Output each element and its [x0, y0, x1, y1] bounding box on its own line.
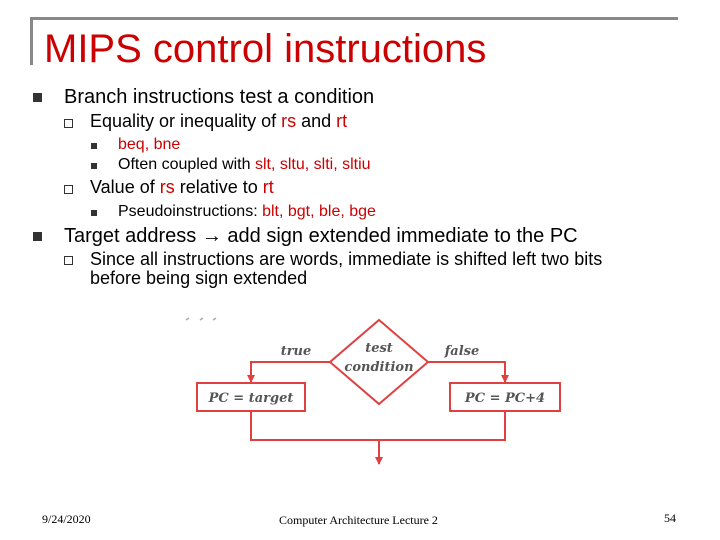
true-label: true: [280, 344, 312, 359]
bullet-equality: Equality or inequality of rs and rt: [90, 111, 348, 131]
pc-plus4-text: PC = PC+4: [464, 391, 546, 406]
faint-marks: [186, 318, 216, 320]
merge-line: [251, 411, 505, 440]
false-branch-arrow: [428, 362, 505, 382]
slide-title: MIPS control instructions: [44, 27, 487, 71]
decision-text-line1: test: [365, 341, 393, 356]
bullet-since-all-instructions-line2: before being sign extended: [90, 268, 308, 288]
pc-target-text: PC = target: [208, 391, 294, 406]
footer-course: Computer Architecture Lecture 2: [279, 513, 438, 527]
bullet-value-of-rs: Value of rs relative to rt: [90, 177, 274, 197]
false-label: false: [444, 344, 480, 359]
bullet-branch-instructions: Branch instructions test a condition: [64, 86, 375, 108]
decision-text-line2: condition: [344, 360, 414, 375]
bullet-often-coupled: Often coupled with slt, sltu, slti, sltiu: [118, 156, 371, 173]
footer-page-number: 54: [664, 511, 676, 525]
bullet-target-address: Target address → add sign extended immediate to the PC: [64, 225, 578, 247]
footer-date: 9/24/2020: [42, 512, 91, 526]
bullet-beq-bne: beq, bne: [118, 136, 181, 153]
true-branch-arrow: [251, 362, 330, 382]
bullet-pseudoinstructions: Pseudoinstructions: blt, bgt, ble, bge: [118, 203, 376, 220]
bullet-since-all-instructions-line1: Since all instructions are words, immediate is shifted left two bits: [90, 249, 603, 269]
